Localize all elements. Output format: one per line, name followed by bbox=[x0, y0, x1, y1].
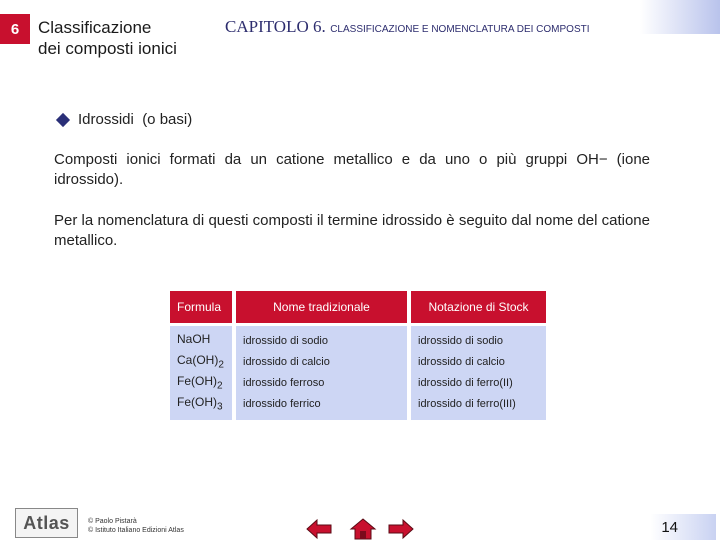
formula-subscript: 2 bbox=[217, 380, 223, 392]
formula-base: Ca(OH) bbox=[177, 352, 219, 367]
section-title bbox=[38, 17, 177, 59]
stock-notation-cell: idrossido di calcio bbox=[411, 351, 546, 372]
nomenclature-paragraph: Per la nomenclatura di questi composti il termine idrossido è seguito dal nome del catione metallico. bbox=[54, 212, 650, 249]
header-formula: Formula bbox=[170, 291, 236, 323]
formula-subscript: 2 bbox=[218, 359, 224, 371]
header-traditional-name: Nome tradizionale bbox=[236, 291, 411, 323]
credit-publisher: © Istituto Italiano Edizioni Atlas bbox=[88, 527, 184, 534]
table-row bbox=[170, 372, 546, 393]
page-number bbox=[622, 514, 716, 540]
traditional-name-cell: idrossido ferroso bbox=[236, 372, 411, 393]
home-icon bbox=[349, 517, 377, 540]
hydroxides-table bbox=[170, 291, 546, 420]
table-row bbox=[170, 323, 546, 351]
chapter-header bbox=[225, 17, 590, 41]
atlas-logo bbox=[15, 508, 78, 538]
chapter-subtitle: CLASSIFICAZIONE E NOMENCLATURA DEI COMPOSTI bbox=[330, 24, 590, 35]
formula-cell bbox=[170, 351, 236, 372]
traditional-name-cell: idrossido di calcio bbox=[236, 351, 411, 372]
previous-slide-button[interactable] bbox=[304, 516, 334, 540]
chapter-label: CAPITOLO 6. bbox=[225, 17, 326, 36]
credits bbox=[88, 517, 184, 535]
credit-author: © Paolo Pistarà bbox=[88, 518, 137, 525]
formula-cell bbox=[170, 372, 236, 393]
next-slide-button[interactable] bbox=[386, 516, 416, 540]
definition-paragraph: Composti ionici formati da un catione metallico e da uno o più gruppi OH− (ione idrossido). bbox=[54, 151, 650, 188]
formula-cell bbox=[170, 323, 236, 351]
corner-decoration bbox=[640, 0, 720, 34]
section-title-line1: Classificazione bbox=[38, 18, 152, 37]
logo-text: Atlas bbox=[23, 512, 70, 533]
table-header-row bbox=[170, 291, 546, 323]
stock-notation-cell: idrossido di ferro(III) bbox=[411, 393, 546, 420]
bullet-heading bbox=[56, 111, 192, 128]
formula-cell bbox=[170, 393, 236, 420]
formula-base: Fe(OH) bbox=[177, 373, 217, 388]
home-button[interactable] bbox=[348, 516, 378, 540]
stock-notation-cell: idrossido di sodio bbox=[411, 323, 546, 351]
formula-base: Fe(OH) bbox=[177, 394, 217, 409]
formula-base: NaOH bbox=[177, 331, 211, 346]
page-number-text: 14 bbox=[661, 518, 678, 536]
diamond-bullet-icon bbox=[56, 112, 70, 126]
chapter-number-badge: 6 bbox=[0, 14, 30, 44]
section-title-line2: dei composti ionici bbox=[38, 39, 177, 58]
traditional-name-cell: idrossido ferrico bbox=[236, 393, 411, 420]
table-row bbox=[170, 393, 546, 420]
arrow-left-icon bbox=[305, 518, 333, 540]
formula-subscript: 3 bbox=[217, 401, 223, 413]
traditional-name-cell: idrossido di sodio bbox=[236, 323, 411, 351]
header-stock-notation: Notazione di Stock bbox=[411, 291, 546, 323]
arrow-right-icon bbox=[387, 518, 415, 540]
bullet-text: Idrossidi (o basi) bbox=[78, 111, 193, 128]
table-row bbox=[170, 351, 546, 372]
stock-notation-cell: idrossido di ferro(II) bbox=[411, 372, 546, 393]
